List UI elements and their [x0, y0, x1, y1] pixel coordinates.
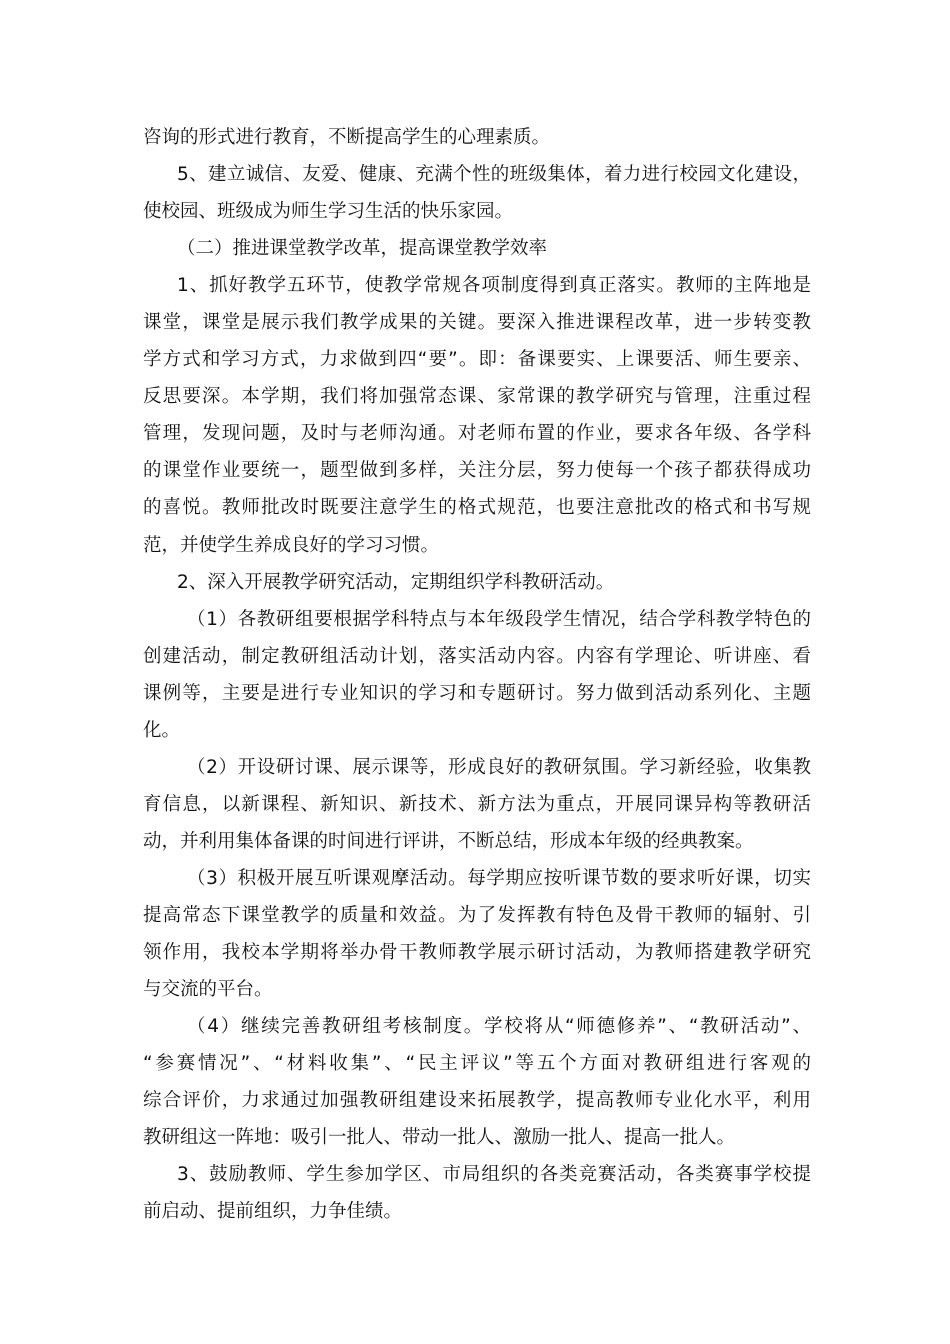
text-line: 使校园、班级成为师生学习生活的快乐家园。 [143, 201, 514, 223]
text-line: 提高常态下课堂教学的质量和效益。为了发挥教有特色及骨干教师的辐射、引 [143, 904, 811, 926]
text-line: 动，并利用集体备课的时间进行评讲，不断总结，形成本年级的经典教案。 [143, 830, 754, 852]
text-line: （3）积极开展互听课观摩活动。每学期应按听课节数的要求听好课，切实 [187, 867, 811, 889]
text-line: 的喜悦。教师批改时既要注意学生的格式规范，也要注意批改的格式和书写规 [143, 497, 811, 519]
text-line: 综合评价，力求通过加强教研组建设来拓展教学，提高教师专业化水平，利用 [143, 1090, 811, 1112]
text-line: 的课堂作业要统一，题型做到多样，关注分层，努力使每一个孩子都获得成功 [143, 460, 811, 482]
text-line: 创建活动，制定教研组活动计划，落实活动内容。内容有学理论、听讲座、看 [143, 645, 811, 667]
text-line: 反思要深。本学期，我们将加强常态课、家常课的教学研究与管理，注重过程 [143, 386, 811, 408]
text-line: 课堂，课堂是展示我们教学成果的关键。要深入推进课程改革，进一步转变教 [143, 312, 811, 334]
text-line: 范，并使学生养成良好的学习习惯。 [143, 534, 440, 556]
text-line: 5、建立诚信、友爱、健康、充满个性的班级集体，着力进行校园文化建设， [177, 164, 811, 186]
text-line: 领作用，我校本学期将举办骨干教师教学展示研讨活动，为教师搭建教学研究 [143, 942, 811, 964]
document-page [143, 119, 811, 1230]
text-line: （1）各教研组要根据学科特点与本年级段学生情况，结合学科教学特色的 [187, 608, 811, 630]
text-line: 2、深入开展教学研究活动，定期组织学科教研活动。 [177, 571, 615, 593]
text-line: （2）开设研讨课、展示课等，形成良好的教研氛围。学习新经验，收集教 [187, 756, 811, 778]
text-line: 与交流的平台。 [143, 979, 273, 1001]
text-line: 学方式和学习方式，力求做到四“要”。即：备课要实、上课要活、师生要亲、 [143, 349, 811, 371]
text-line: 化。 [143, 719, 181, 741]
text-line: “参赛情况”、“材料收集”、“民主评议”等五个方面对教研组进行客观的 [143, 1053, 811, 1075]
text-line: 管理，发现问题，及时与老师沟通。对老师布置的作业，要求各年级、各学科 [143, 423, 811, 445]
text-line: 教研组这一阵地：吸引一批人、带动一批人、激励一批人、提高一批人。 [143, 1127, 736, 1149]
text-line: （4）继续完善教研组考核制度。学校将从“师德修养”、“教研活动”、 [187, 1016, 811, 1038]
text-line: 前启动、提前组织，力争佳绩。 [143, 1201, 403, 1223]
text-line: 1、抓好教学五环节，使教学常规各项制度得到真正落实。教师的主阵地是 [177, 275, 811, 297]
text-line: 育信息，以新课程、新知识、新技术、新方法为重点，开展同课异构等教研活 [143, 793, 811, 815]
text-line: 3、鼓励教师、学生参加学区、市局组织的各类竞赛活动，各类赛事学校提 [177, 1164, 811, 1186]
text-line: 咨询的形式进行教育，不断提高学生的心理素质。 [143, 127, 551, 148]
text-line: （二）推进课堂教学改革，提高课堂教学效率 [177, 238, 548, 260]
text-line: 课例等，主要是进行专业知识的学习和专题研讨。努力做到活动系列化、主题 [143, 682, 811, 704]
